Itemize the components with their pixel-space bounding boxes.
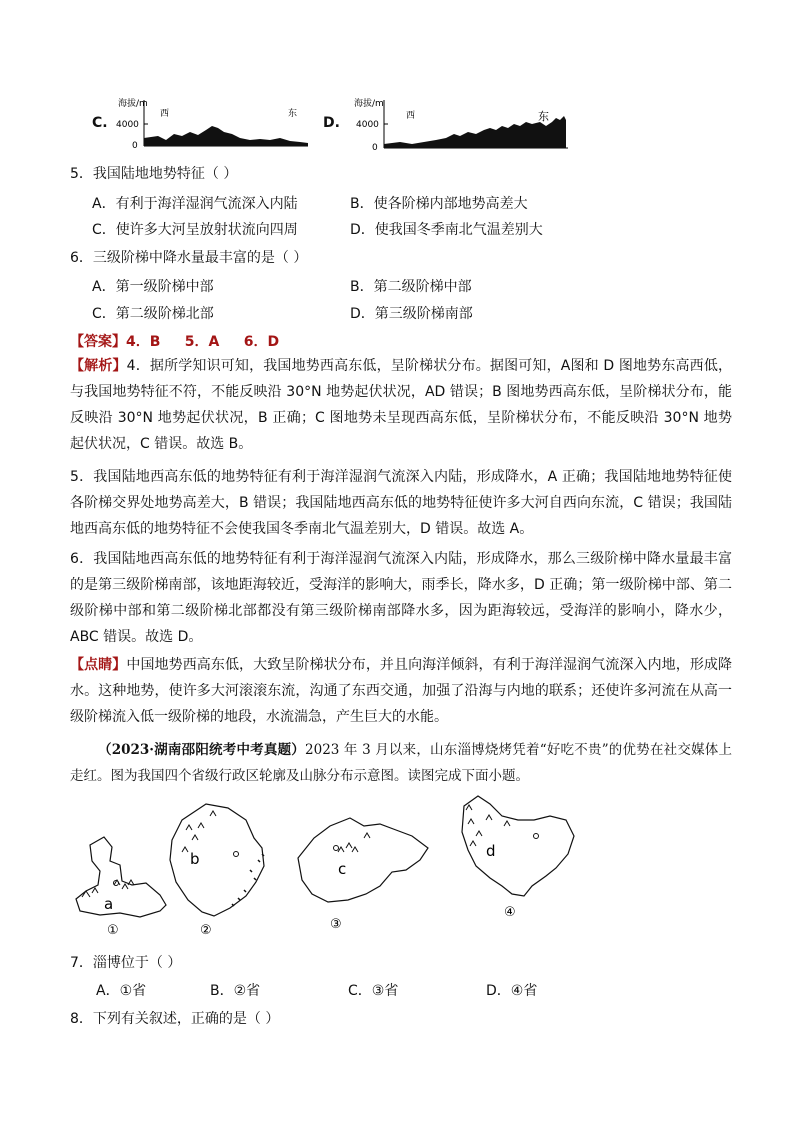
tip-paragraph	[70, 652, 732, 730]
q8-stem: 8．下列有关叙述，正确的是（ ）	[70, 1011, 280, 1027]
answer-text: 4．B 5．A 6．D	[126, 334, 280, 350]
profile-d-east: 东	[538, 110, 549, 123]
analysis-q4-text: 4．据所学知识可知，我国地势西高东低，呈阶梯状分布。据图可知，A图和 D 图地势东高西低，与我国地势特征不符，不能反映沿 30°N 地势起伏状况，AD 错误；B 图地势西高东低，呈阶梯状分布，能反映沿 30°N 地势起伏状况，B 正确；C 图地势未呈现西高东低，呈阶梯状分布，不能反映沿 30°N 地势起伏状况，C 错误。故选 B。	[70, 358, 732, 452]
map-2	[158, 800, 278, 940]
q5-stem: 5．我国陆地地势特征（ ）	[70, 166, 238, 182]
q7-option-b: B．②省	[210, 983, 261, 999]
profile-d-tick-high: 4000	[356, 120, 379, 130]
answer-tag: 【答案】	[70, 334, 126, 350]
map-3-num: ③	[330, 917, 342, 932]
map-4-num: ④	[504, 905, 516, 920]
q6-option-b: B．第二级阶梯中部	[350, 279, 472, 295]
analysis-q4	[70, 353, 732, 457]
q7-option-c: C．③省	[348, 983, 399, 999]
q6-option-d: D．第三级阶梯南部	[350, 306, 473, 322]
map-4	[450, 790, 580, 920]
profile-c-east: 东	[288, 109, 298, 119]
profile-d-tick-low: 0	[372, 143, 378, 153]
q6-option-c: C．第二级阶梯北部	[92, 306, 214, 322]
q7-option-d: D．④省	[486, 983, 538, 999]
profile-d-ylabel: 海拔/m	[354, 99, 384, 109]
analysis-q5: 5．我国陆地西高东低的地势特征有利于海洋湿润气流深入内陆，形成降水，A 正确；我国陆地地势特征使各阶梯交界处地势高差大，B 错误；我国陆地西高东低的地势特征使许多大河自西向东流，C 错误；我国陆地西高东低的地势特征不会使我国冬季南北气温差别大，D 错误。故选 A。	[70, 469, 732, 537]
q5-option-a: A．有利于海洋湿润气流深入内陆	[92, 196, 298, 212]
context-paragraph	[70, 737, 732, 789]
profile-d-west: 西	[406, 111, 416, 121]
analysis-tag: 【解析】	[70, 358, 127, 374]
profile-c-tick-low: 0	[132, 141, 138, 151]
analysis-q6: 6．我国陆地西高东低的地势特征有利于海洋湿润气流深入内陆，形成降水，那么三级阶梯中降水量最丰富的是第三级阶梯南部，该地距海较近，受海洋的影响大，雨季长，降水多，D 正确；第一级阶梯中部、第二级阶梯中部和第二级阶梯北部都没有第三级阶梯南部降水多，因为距海较远，受海洋的影响小，降水少，ABC 错误。故选 D。	[70, 551, 732, 645]
profile-d-option: D.	[323, 115, 340, 131]
map-2-letter: b	[190, 850, 200, 868]
map-1-letter: a	[104, 895, 114, 913]
q5-option-d: D．使我国冬季南北气温差别大	[350, 222, 543, 238]
profile-c-terrain	[144, 126, 308, 146]
map-3	[288, 808, 438, 933]
tip-tag: 【点睛】	[70, 657, 127, 673]
map-3-letter: c	[338, 860, 347, 878]
context-text: 2023 年 3 月以来，山东淄博烧烤凭着“好吃不贵”的优势在社交媒体上走红。图为我国四个省级行政区轮廓及山脉分布示意图。读图完成下面小题。	[70, 742, 732, 784]
answer-line	[70, 332, 734, 352]
map-2-num: ②	[200, 923, 212, 938]
q6-option-a: A．第一级阶梯中部	[92, 279, 214, 295]
profile-c-west: 西	[160, 109, 170, 119]
profile-c-chart	[110, 94, 310, 154]
map-1-num: ①	[107, 923, 119, 935]
q5-option-b: B．使各阶梯内部地势高差大	[350, 196, 528, 212]
map-4-letter: d	[486, 842, 496, 860]
context-source: （2023·湖南邵阳统考中考真题）	[98, 742, 306, 758]
tip-text: 中国地势西高东低，大致呈阶梯状分布，并且向海洋倾斜，有利于海洋湿润气流深入内地，形成降水。这种地势，使许多大河滚滚东流，沟通了东西交通，加强了沿海与内地的联系；还使许多河流在从高一级阶梯流入低一级阶梯的地段，水流湍急，产生巨大的水能。	[70, 657, 733, 725]
q7-stem: 7．淄博位于（ ）	[70, 955, 182, 971]
q5-option-c: C．使许多大河呈放射状流向四周	[92, 222, 298, 238]
profile-c-option: C.	[92, 115, 108, 131]
q6-stem: 6．三级阶梯中降水量最丰富的是（ ）	[70, 250, 308, 266]
profile-c-ylabel: 海拔/m	[118, 99, 148, 109]
profile-c-tick-high: 4000	[116, 120, 139, 130]
profile-d-chart	[340, 94, 570, 154]
q7-option-a: A．①省	[96, 983, 147, 999]
